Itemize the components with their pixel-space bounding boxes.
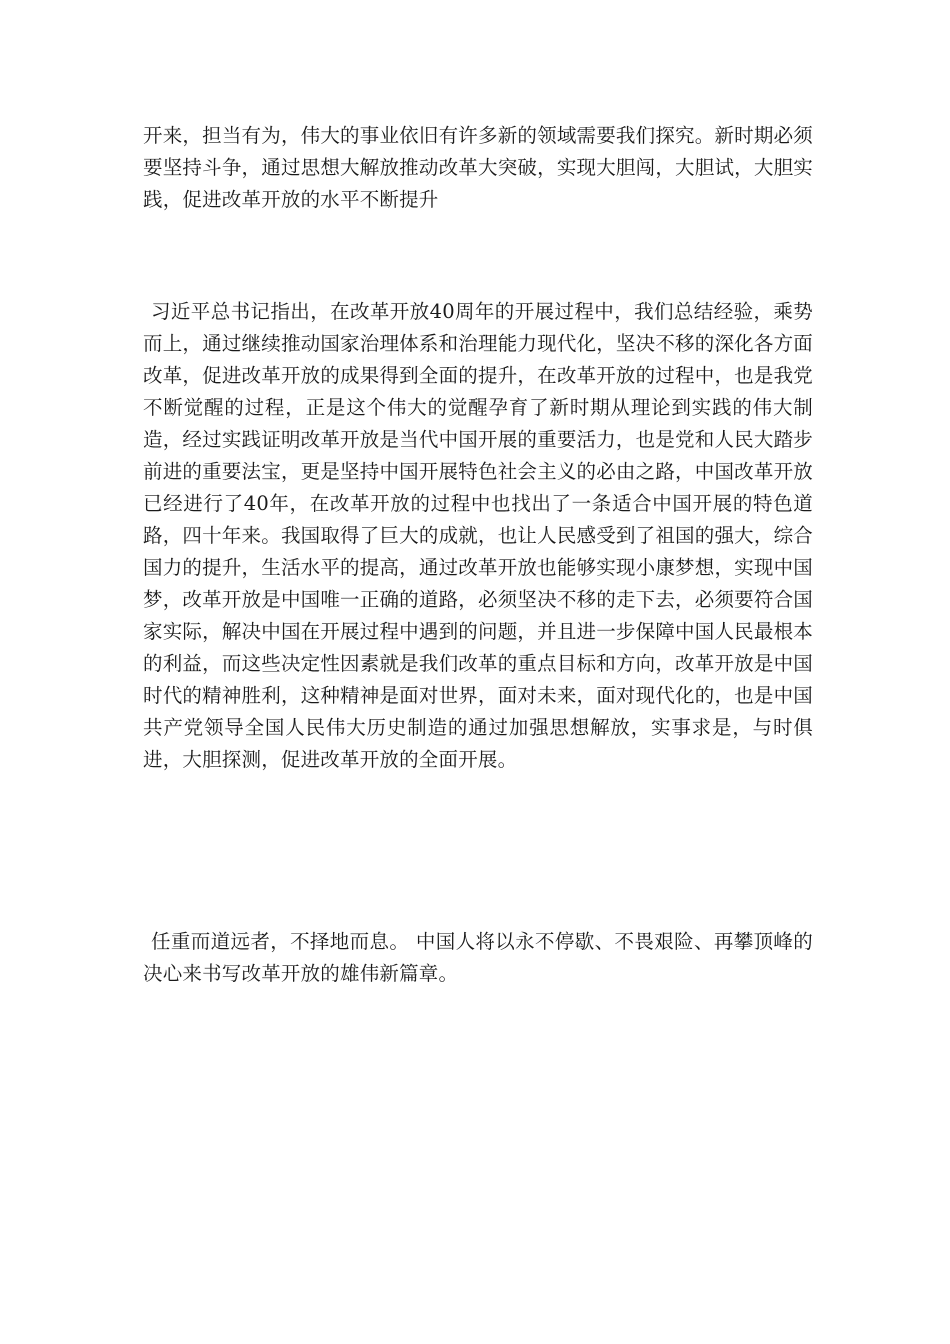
paragraph-reform-summary: 习近平总书记指出，在改革开放40周年的开展过程中，我们总结经验，乘势而上，通过继续推动国家治理体系和治理能力现代化，坚决不移的深化各方面改革，促进改革开放的成果得到全面的提升，在改革开放的过程中，也是我党不断觉醒的过程，正是这个伟大的觉醒孕育了新时期从理论到实践的伟大制造，经过实践证明改革开放是当代中国开展的重要活力，也是党和人民大踏步前进的重要法宝，更是坚持中国开展特色社会主义的必由之路，中国改革开放已经进行了40年，在改革开放的过程中也找出了一条适合中国开展的特色道路，四十年来。我国取得了巨大的成就，也让人民感受到了祖国的强大，综合国力的提升，生活水平的提高，通过改革开放也能够实现小康梦想，实现中国梦，改革开放是中国唯一正确的道路，必须坚决不移的走下去，必须要符合国家实际，解决中国在开展过程中遇到的问题，并且进一步保障中国人民最根本的利益，而这些决定性因素就是我们改革的重点目标和方向，改革开放是中国时代的精神胜利，这种精神是面对世界，面对未来，面对现代化的，也是中国共产党领导全国人民伟大历史制造的通过加强思想解放，实事求是，与时俱进，大胆探测，促进改革开放的全面开展。 (143, 300, 813, 771)
paragraph-continuation: 开来，担当有为，伟大的事业依旧有许多新的领域需要我们探究。新时期必须要坚持斗争，通过思想大解放推动改革大突破，实现大胆闯，大胆试，大胆实践，促进改革开放的水平不断提升 (143, 124, 813, 211)
paragraph-closing: 任重而道远者，不择地而息。 中国人将以永不停歇、不畏艰险、再攀顶峰的决心来书写改革开放的雄伟新篇章。 (143, 930, 813, 985)
